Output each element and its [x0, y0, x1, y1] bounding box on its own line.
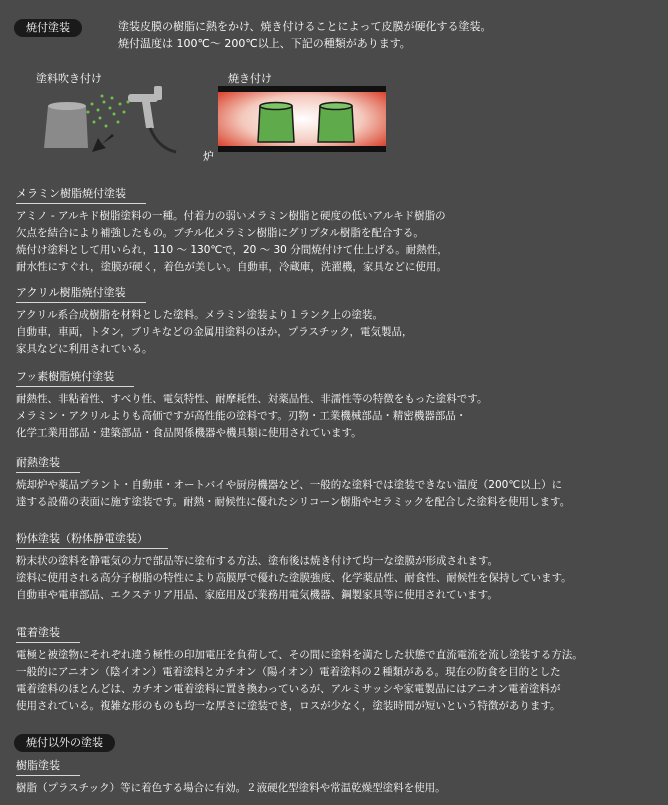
gray-cup-icon [44, 106, 88, 148]
section-title: 電着塗装 [16, 625, 80, 643]
intro-line: 焼付温度は 100℃～ 200℃以上、下記の種類があります。 [118, 37, 411, 50]
body-line: 使用されている。複雑な形のものも均一な厚さに塗装でき，ロスが少なく，塗装時間が短いという特徴があります。 [16, 700, 561, 712]
section-heat-resistant [16, 451, 656, 511]
non-baking-pill: 焼付以外の塗装 [14, 734, 115, 752]
spray-gun-icon [128, 86, 162, 128]
body-line: 焼却炉や薬品プラント・自動車・オートバイや厨房機器など、一般的な塗料では塗装できない温度（200℃以上）に [16, 479, 563, 491]
furnace-label: 炉 [203, 150, 214, 163]
body-line: 粉末状の塗料を静電気の力で部品等に塗布する方法、塗布後は焼き付けて均一な塗膜が形成されます。 [16, 555, 499, 567]
body-line: 自動車，車両，トタン，ブリキなどの金属用塗料のほか，プラスチック，電気製品， [16, 326, 413, 338]
section-melamine [16, 182, 656, 276]
body-line: 家具などに利用されている。 [16, 343, 153, 355]
body-line: 焼付け塗料として用いられ，110 ～ 130℃で，20 ～ 30 分間焼付けて仕上げる。耐熱性， [16, 244, 448, 256]
body-line: アミノ - アルキド樹脂塗料の一種。付着力の弱いメラミン樹脂と硬度の低いアルキド樹脂の [16, 210, 446, 222]
body-line: 電極と被塗物にそれぞれ違う極性の印加電圧を負荷して、その間に塗料を満たした状態で直流電流を流し塗装する方法。 [16, 649, 583, 661]
spray-label: 塗料吹き付け [36, 72, 102, 85]
green-cup-icon [318, 103, 354, 143]
body-line: アクリル系合成樹脂を材料とした塗料。メラミン塗装より１ランク上の塗装。 [16, 309, 383, 321]
arrow-icon [92, 134, 114, 152]
body-line: 一般的にアニオン（陰イオン）電着塗料とカチオン（陽イオン）電着塗料の２種類がある。現在の防食を目的とした [16, 666, 561, 678]
spray-dots [87, 95, 130, 128]
section-body [16, 647, 656, 715]
section-body [16, 391, 656, 442]
body-line: 耐水性にすぐれ，塗膜が硬く，着色が美しい。自動車，冷蔵庫，洗濯機，家具などに使用。 [16, 261, 447, 273]
section-title: 樹脂塗装 [16, 758, 80, 776]
section-title: 粉体塗装（粉体静電塗装） [16, 531, 168, 549]
section-title: メラミン樹脂焼付塗装 [16, 186, 146, 204]
body-line: 塗料に使用される高分子樹脂の特性により高膜厚で優れた塗膜強度、化学薬品性、耐食性、耐候性を保持しています。 [16, 572, 572, 584]
section-resin [16, 754, 656, 797]
section-powder [16, 527, 656, 604]
section-body [16, 553, 656, 604]
spray-illustration [30, 82, 190, 160]
section-fluorine [16, 365, 656, 442]
body-line: 電着塗料のほとんどは、カチオン電着塗料に置き換わっているが、アルミサッシや家電製品にはアニオン電着塗料が [16, 683, 561, 695]
body-line: 欠点を結合により補強したもの。ブチル化メラミン樹脂にグリプタル樹脂を配合する。 [16, 227, 424, 239]
body-line: メラミン・アクリルよりも高価ですが高性能の塗料です。刃物・工業機械部品・精密機器部品・ [16, 410, 467, 422]
section-title: 耐熱塗装 [16, 455, 80, 473]
section-body [16, 208, 656, 276]
section-title: アクリル樹脂焼付塗装 [16, 285, 146, 303]
body-line: 樹脂（プラスチック）等に着色する場合に有効。２液硬化型塗料や常温乾燥型塗料を使用。 [16, 782, 446, 794]
green-cup-icon [258, 103, 294, 143]
bake-label: 焼き付け [228, 72, 272, 85]
section-body [16, 780, 656, 797]
section-body [16, 307, 656, 358]
body-line: 化学工業用部品・建築部品・食品関係機器や機具類に使用されています。 [16, 427, 362, 439]
baking-coating-pill: 焼付塗装 [14, 19, 82, 37]
body-line: 達する設備の表面に施す塗装です。耐熱・耐候性に優れたシリコーン樹脂やセラミックを配合した塗料を使用します。 [16, 496, 571, 508]
body-line: 耐熱性、非粘着性、すべり性、電気特性、耐摩耗性、対薬品性、非濡性等の特徴をもった塗料です。 [16, 393, 488, 405]
furnace-illustration [218, 86, 386, 152]
section-body [16, 477, 656, 511]
body-line: 自動車や電車部品、エクステリア用品、家庭用及び業務用電気機器、鋼製家具等に使用されています。 [16, 589, 498, 601]
section-title: フッ素樹脂焼付塗装 [16, 369, 134, 387]
section-electrodeposition [16, 621, 656, 715]
intro-line: 塗装皮膜の樹脂に熱をかけ、焼き付けることによって皮膜が硬化する塗装。 [118, 20, 492, 33]
section-acrylic [16, 281, 656, 358]
intro-text [118, 18, 658, 52]
